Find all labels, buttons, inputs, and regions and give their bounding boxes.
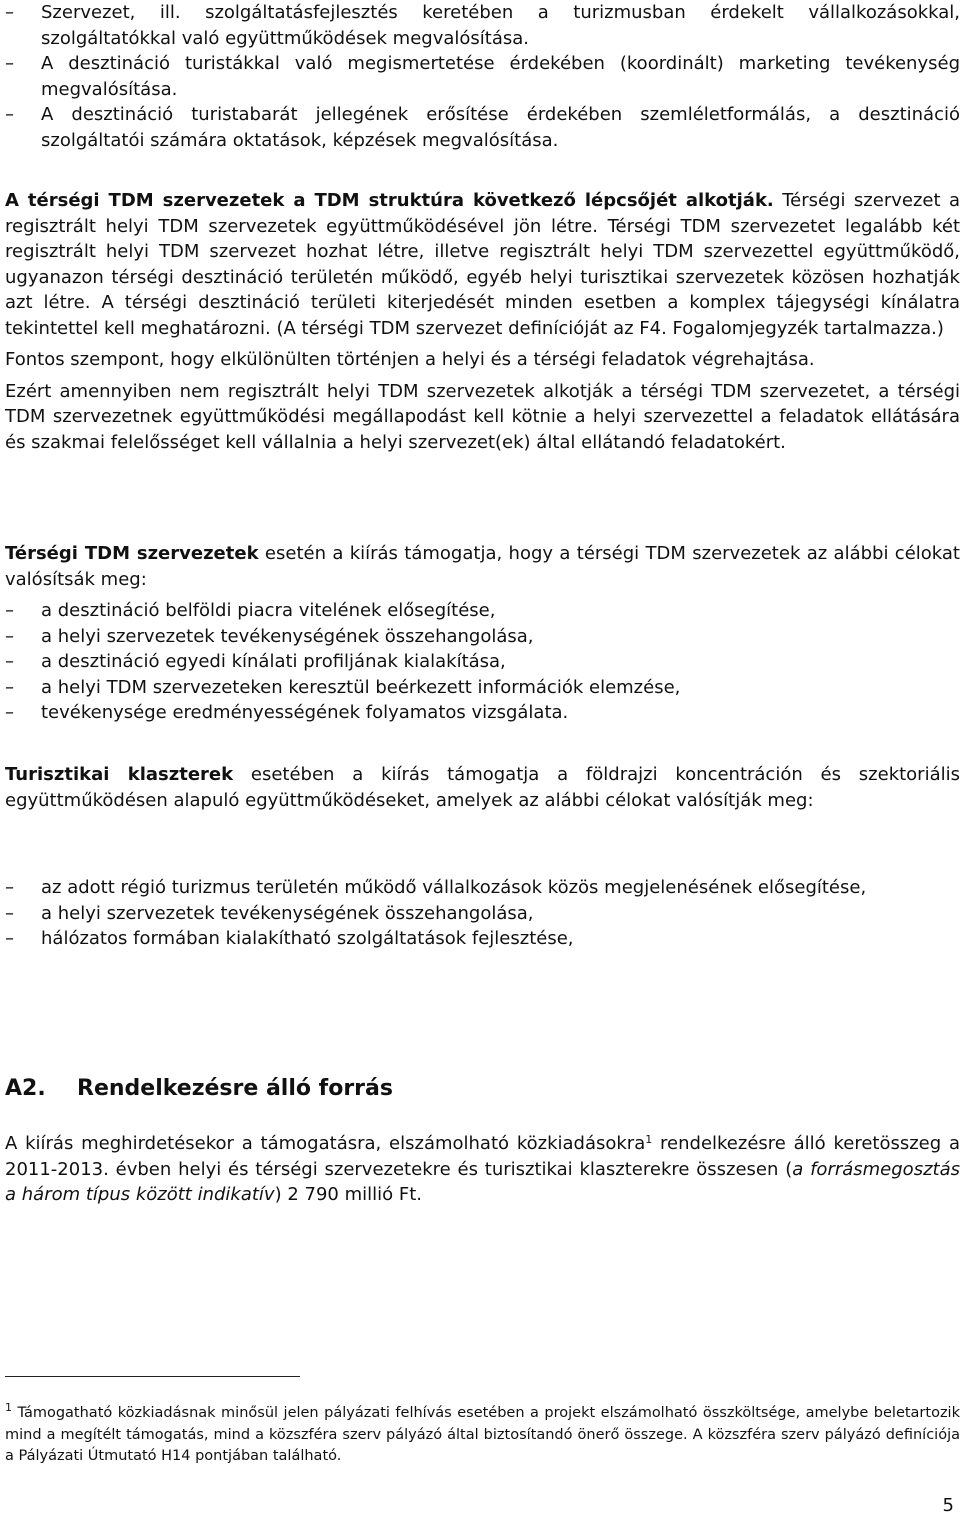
dash-bullet: – bbox=[5, 702, 14, 723]
list-item: – a desztináció belföldi piacra vitelének elősegítése, bbox=[5, 598, 960, 624]
paragraph-budget: A kiírás meghirdetésekor a támogatásra, elszámolható közkiadásokra$^1$ rendelkezésre álló keretösszeg a 2011-2013. évben helyi és térségi szervezetekre és turisztikai klaszterekre összesen (a forrásmegosztás a három típus között indikatív) 2 790 millió Ft. bbox=[5, 1133, 960, 1205]
bullet-list-mid bbox=[5, 598, 960, 726]
paragraph-agreement: Ezért amennyiben nem regisztrált helyi TDM szervezetek alkotják a térségi TDM szervezetet, a térségi TDM szervezetnek együttműködési megállapodást kell kötnie a helyi szervezettel a feladatok ellátására és szakmai felelősséget kell vállalnia a helyi szervezet(ek) által ellátandó feladatokért. bbox=[5, 380, 960, 453]
section-title: Rendelkezésre álló forrás bbox=[77, 1076, 393, 1101]
footnote bbox=[5, 1403, 960, 1468]
paragraph-regional-tdm: Térségi TDM szervezetek esetén a kiírás támogatja, hogy a térségi TDM szervezetek az alábbi célokat valósítsák meg: bbox=[5, 543, 960, 590]
footnote-reference[interactable]: 1 bbox=[645, 1133, 653, 1146]
paragraph-separation: Fontos szempont, hogy elkülönülten történjen a helyi és a térségi feladatok végrehajtása. bbox=[5, 349, 815, 370]
list-item: – a helyi szervezetek tevékenységének összehangolása, bbox=[5, 901, 960, 927]
dash-bullet: – bbox=[5, 600, 14, 621]
list-item: – a desztináció egyedi kínálati profiljának kialakítása, bbox=[5, 649, 960, 675]
section-heading bbox=[5, 1076, 393, 1101]
dash-bullet: – bbox=[5, 651, 14, 672]
footnote-text: Támogatható közkiadásnak minősül jelen pályázati felhívás esetében a projekt elszámolható összköltsége, amelybe beletartozik mind a megítélt támogatás, mind a közszféra szerv pályázó által biztosítandó önerő összege. A közszféra szerv pályázó definíciója a Pályázati Útmutató H14 pontjában található. bbox=[5, 1405, 960, 1464]
dash-bullet: – bbox=[5, 625, 14, 647]
dash-bullet: – bbox=[5, 877, 14, 898]
footnote-separator bbox=[5, 1376, 300, 1377]
list-item: – A desztináció turistabarát jellegének erősítése érdekében szemléletformálás, a desztináció szolgáltatói számára oktatások, képzések megvalósítása. bbox=[5, 104, 960, 151]
list-item: – a helyi szervezetek tevékenységének összehangolása, bbox=[5, 624, 960, 650]
body-paragraphs bbox=[5, 188, 960, 455]
list-item: – Szervezet, ill. szolgáltatásfejlesztés keretében a turizmusban érdekelt vállalkozásokkal, szolgáltatókkal való együttműködések megvalósítása. bbox=[5, 2, 960, 49]
dash-bullet: – bbox=[5, 53, 14, 74]
list-item: – a helyi TDM szervezeteken keresztül beérkezett információk elemzése, bbox=[5, 675, 960, 701]
paragraph-clusters: Turisztikai klaszterek esetében a kiírás támogatja a földrajzi koncentráción és szektoriális együttműködésen alapuló együttműködéseket, amelyek az alábbi célokat valósítják meg: bbox=[5, 764, 960, 811]
bullet-list-bottom bbox=[5, 875, 960, 952]
paragraph-tdm-structure: A térségi TDM szervezetek a TDM struktúra következő lépcsőjét alkotják. Térségi szervezet a regisztrált helyi TDM szervezetek együttműködésével jön létre. Térségi TDM szervezetet legalább két regisztrált helyi TDM szervezet hozhat létre, illetve regisztrált helyi TDM szervezettel együttműködő, ugyanazon térségi desztináció területén működő, egyéb helyi turisztikai szervezetek közösen hozhatják azt létre. A térségi desztináció területi kiterjedését minden esetben a komplex tájegységi kínálatra tekintettel kell meghatározni. (A térségi TDM szervezet definícióját az F4. Fogalomjegyzék tartalmazza.) bbox=[5, 190, 960, 339]
list-item: – tevékenysége eredményességének folyamatos vizsgálata. bbox=[5, 700, 960, 726]
dash-bullet: – bbox=[5, 902, 14, 924]
footnote-mark: 1 bbox=[5, 1401, 12, 1414]
dash-bullet: – bbox=[5, 2, 14, 23]
list-item: – az adott régió turizmus területén működő vállalkozások közös megjelenésének elősegítése, bbox=[5, 875, 960, 901]
section-number: A2. bbox=[5, 1076, 46, 1101]
dash-bullet: – bbox=[5, 104, 14, 125]
list-item: – A desztináció turistákkal való megismertetése érdekében (koordinált) marketing tevékenység megvalósítása. bbox=[5, 53, 960, 100]
dash-bullet: – bbox=[5, 676, 14, 698]
dash-bullet: – bbox=[5, 928, 14, 949]
bullet-list-top bbox=[5, 0, 960, 153]
page-number: 5 bbox=[942, 1495, 954, 1516]
list-item: – hálózatos formában kialakítható szolgáltatások fejlesztése, bbox=[5, 926, 960, 952]
